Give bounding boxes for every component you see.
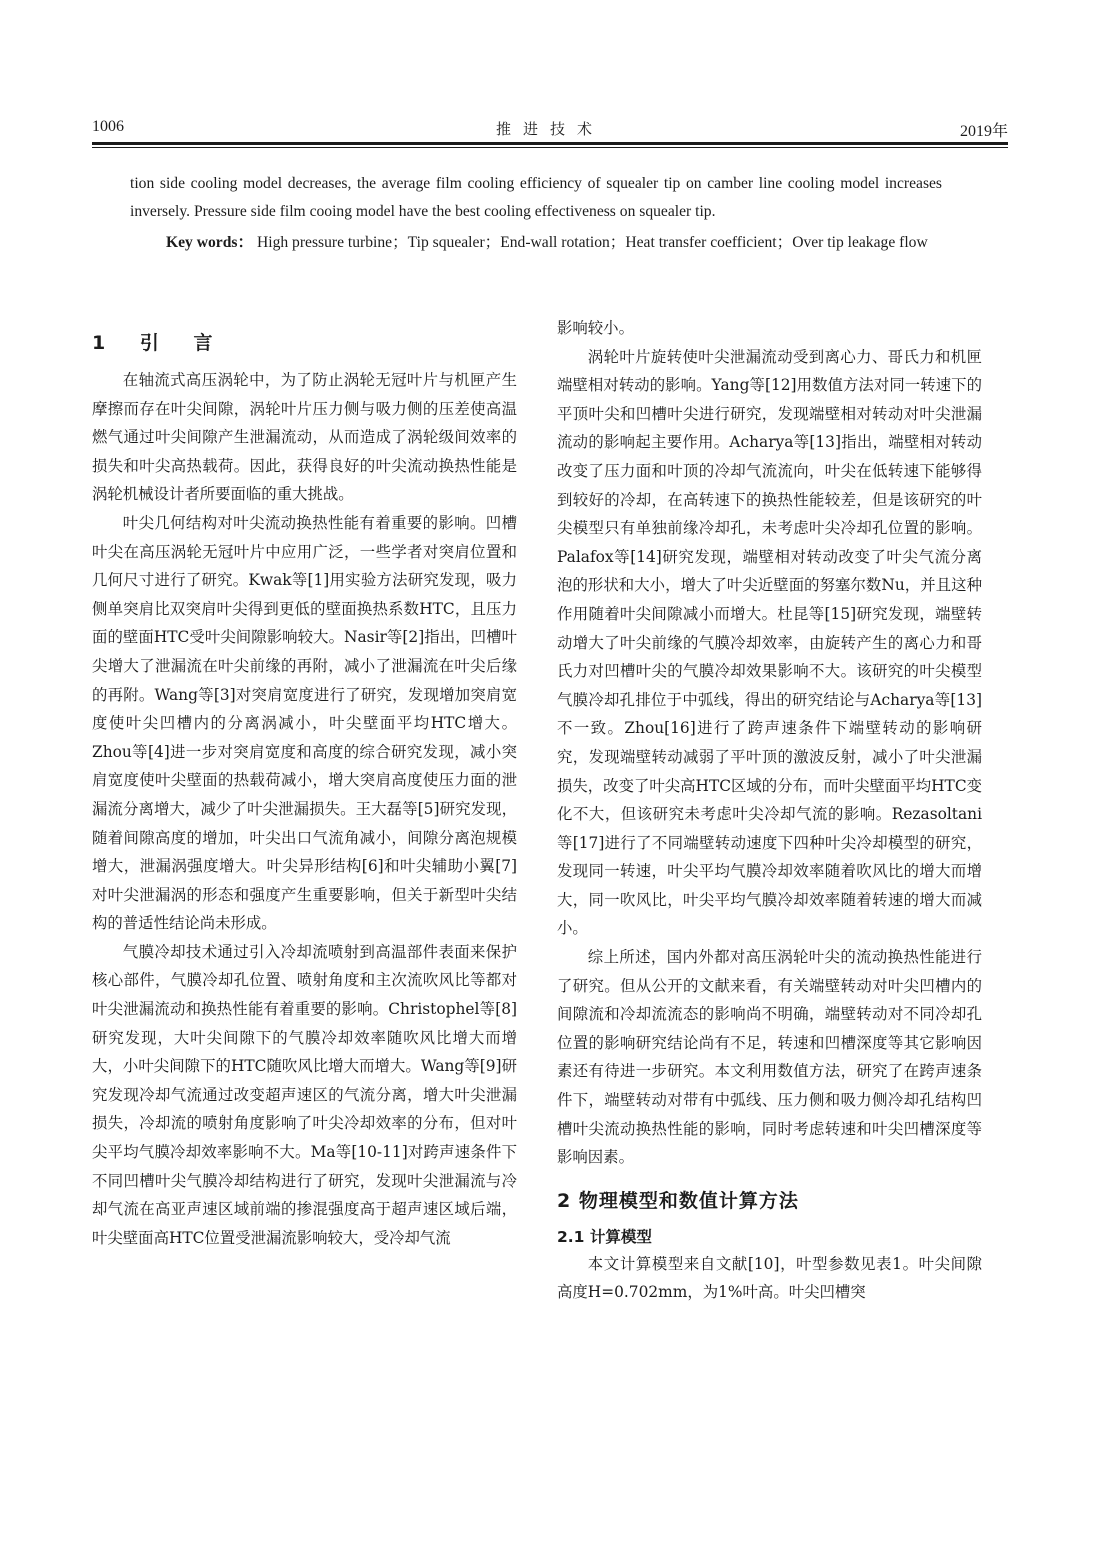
keywords-label: Key words： (166, 234, 254, 251)
section-2-heading: 2 物理模型和数值计算方法 (557, 1189, 799, 1212)
keywords-text: High pressure turbine；Tip squealer；End-wall rotation；Heat transfer coefficient；Over tip leakage flow (256, 234, 928, 251)
paragraph: 在轴流式高压涡轮中，为了防止涡轮无冠叶片与机匣产生摩擦而存在叶尖间隙，涡轮叶片压力侧与吸力侧的压差使高温燃气通过叶尖间隙产生泄漏流动，从而造成了涡轮级间效率的损失和叶尖高热载荷。因此，获得良好的叶尖流动换热性能是涡轮机械设计者所要面临的重大挑战。 (92, 371, 517, 504)
header-rule-thick (92, 142, 1008, 145)
running-header (92, 116, 1008, 140)
right-column (557, 314, 982, 1307)
paragraph-continuation: 影响较小。 (557, 319, 634, 337)
section-1-heading: 1 引 言 (92, 332, 227, 354)
abstract-tail: tion side cooling model decreases, the average film cooling efficiency of squealer tip on camber line cooling model increases inversely. Pressure side film cooing model have the best cooling effectiveness on squealer tip. (130, 175, 942, 220)
subsection-2-1-heading: 2.1 计算模型 (557, 1227, 652, 1246)
paragraph: 涡轮叶片旋转使叶尖泄漏流动受到离心力、哥氏力和机匣端壁相对转动的影响。Yang等[12]用数值方法对同一转速下的平顶叶尖和凹槽叶尖进行研究，发现端壁相对转动对叶尖泄漏流动的影响起主要作用。Acharya等[13]指出，端壁相对转动改变了压力面和叶顶的冷却气流流向，叶尖在低转速下能够得到较好的冷却，在高转速下的换热性能较差，但是该研究的叶尖模型只有单独前缘冷却孔，未考虑叶尖冷却孔位置的影响。Palafox等[14]研究发现，端壁相对转动改变了叶尖气流分离泡的形状和大小，增大了叶尖近壁面的努塞尔数Nu，并且这种作用随着叶尖间隙减小而增大。杜昆等[15]研究发现，端壁转动增大了叶尖前缘的气膜冷却效率，由旋转产生的离心力和哥氏力对凹槽叶尖的气膜冷却效果影响不大。该研究的叶尖模型气膜冷却孔排位于中弧线，得出的研究结论与Acharya等[13]不一致。Zhou[16]进行了跨声速条件下端壁转动的影响研究，发现端壁转动减弱了平叶顶的激波反射，减小了叶尖泄漏损失，改变了叶尖高HTC区域的分布，而叶尖壁面平均HTC变化不大，但该研究未考虑叶尖冷却气流的影响。Rezasoltani等[17]进行了不同端壁转动速度下四种叶尖冷却模型的研究，发现同一转速，叶尖平均气膜冷却效率随着吹风比的增大而增大，同一吹风比，叶尖平均气膜冷却效率随着转速的增大而减小。 (557, 347, 982, 938)
publication-year: 2019年 (959, 123, 1008, 140)
page-number: 1006 (92, 118, 124, 135)
paragraph: 综上所述，国内外都对高压涡轮叶尖的流动换热性能进行了研究。但从公开的文献来看，有关端壁转动对叶尖凹槽内的间隙流和冷却流流态的影响尚不明确，端壁转动对不同冷却孔位置的影响研究结论尚有不足，转速和凹槽深度等其它影响因素还有待进一步研究。本文利用数值方法，研究了在跨声速条件下，端壁转动对带有中弧线、压力侧和吸力侧冷却孔结构凹槽叶尖流动换热性能的影响，同时考虑转速和叶尖凹槽深度等影响因素。 (557, 948, 982, 1167)
paragraph: 叶尖几何结构对叶尖流动换热性能有着重要的影响。凹槽叶尖在高压涡轮无冠叶片中应用广泛，一些学者对突肩位置和几何尺寸进行了研究。Kwak等[1]用实验方法研究发现，吸力侧单突肩比双突肩叶尖得到更低的壁面换热系数HTC，且压力面的壁面HTC受叶尖间隙影响较大。Nasir等[2]指出，凹槽叶尖增大了泄漏流在叶尖前缘的再附，减小了泄漏流在叶尖后缘的再附。Wang等[3]对突肩宽度进行了研究，发现增加突肩宽度使叶尖凹槽内的分离涡减小，叶尖壁面平均HTC增大。Zhou等[4]进一步对突肩宽度和高度的综合研究发现，减小突肩宽度使叶尖壁面的热载荷减小，增大突肩高度使压力面的泄漏流分离增大，减少了叶尖泄漏损失。王大磊等[5]研究发现，随着间隙高度的增加，叶尖出口气流角减小，间隙分离泡规模增大，泄漏涡强度增大。叶尖异形结构[6]和叶尖辅助小翼[7]对叶尖泄漏涡的形态和强度产生重要影响，但关于新型叶尖结构的普适性结论尚未形成。 (92, 513, 517, 933)
header-rule-thin (92, 147, 1008, 148)
keywords (130, 229, 942, 257)
paragraph: 本文计算模型来自文献[10]，叶型参数见表1。叶尖间隙高度H=0.702mm，为1%叶高。叶尖凹槽突 (557, 1254, 982, 1302)
left-column (92, 314, 517, 1252)
paragraph: 气膜冷却技术通过引入冷却流喷射到高温部件表面来保护核心部件，气膜冷却孔位置、喷射角度和主次流吹风比等都对叶尖泄漏流动和换热性能有着重要的影响。Christophel等[8]研究发现，大叶尖间隙下的气膜冷却效率随吹风比增大而增大，小叶尖间隙下的HTC随吹风比增大而增大。Wang等[9]研究发现冷却气流通过改变超声速区的气流分离，增大叶尖泄漏损失，冷却流的喷射角度影响了叶尖冷却效率的分布，但对叶尖平均气膜冷却效率影响不大。Ma等[10-11]对跨声速条件下不同凹槽叶尖气膜冷却结构进行了研究，发现叶尖泄漏流与冷却气流在高亚声速区域前端的掺混强度高于超声速区域后端，叶尖壁面高HTC位置受泄漏流影响较大，受冷却气流 (92, 942, 517, 1247)
journal-title: 推进技术 (495, 120, 604, 138)
